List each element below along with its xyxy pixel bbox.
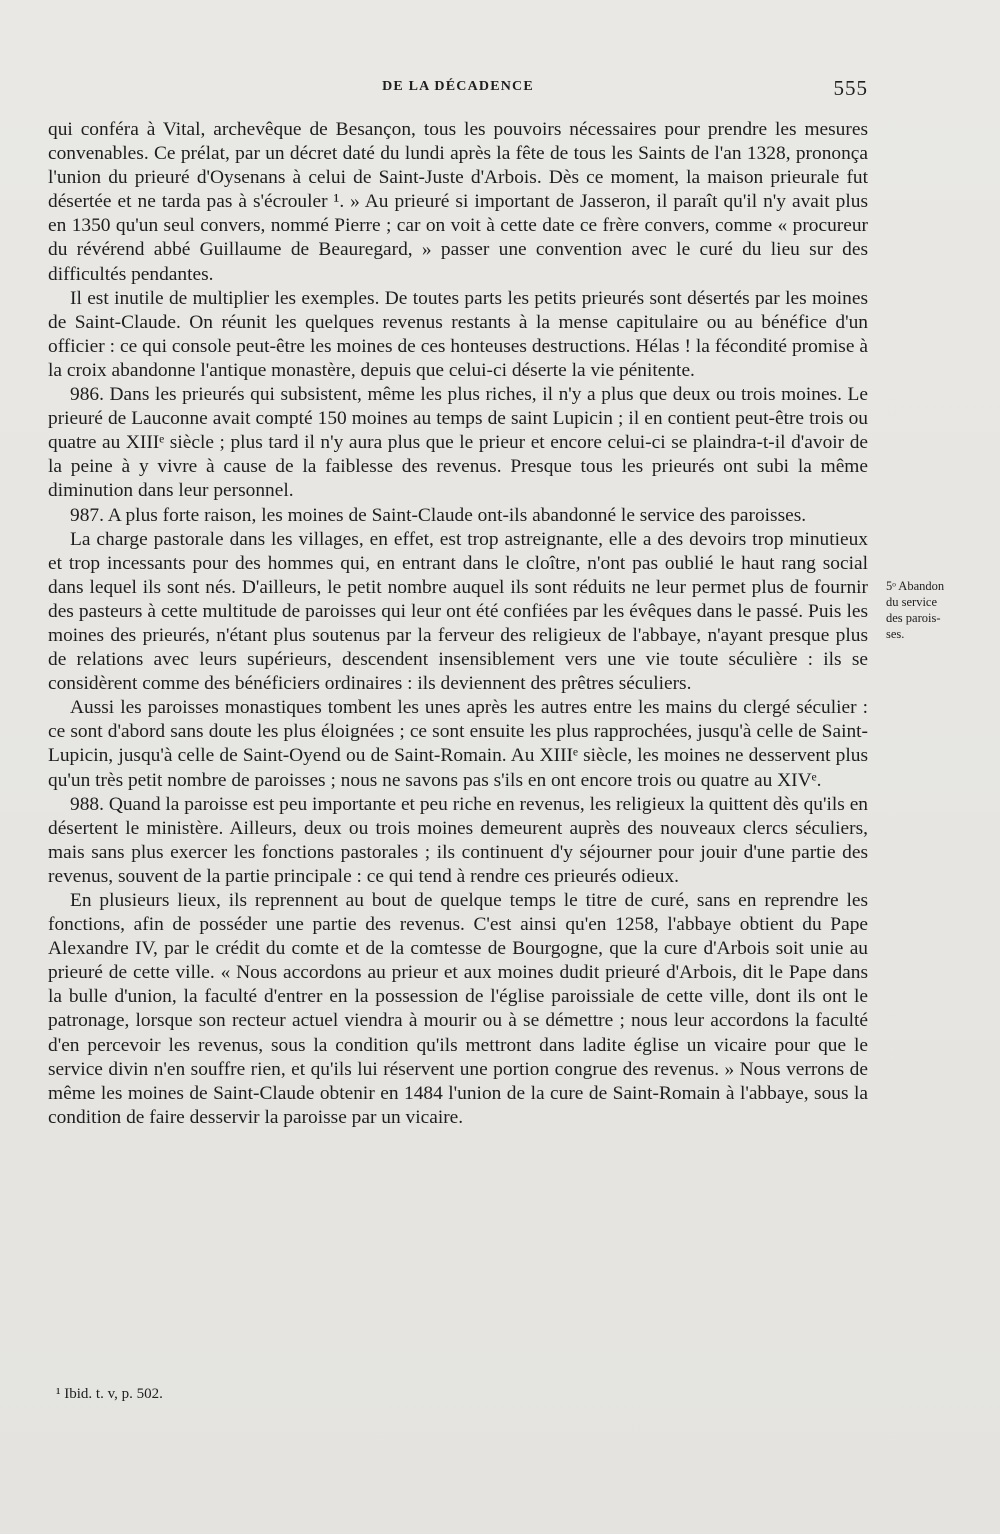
body-text: [48, 118, 868, 1130]
paragraph-986: 986. Dans les prieurés qui subsistent, même les plus riches, il n'y a plus que deux ou trois moines. Le prieuré de Lauconne avait compté 150 moines au temps de saint Lupicin ; il en contient peut-être trois ou quatre au XIIIᵉ siècle ; plus tard il n'y aura plus que le prieur et encore celui-ci se plaindra-t-il d'avoir de la peine à y vivre à cause de la faiblesse des revenus. Presque tous les prieurés ont subi la même diminution dans leur personnel.: [48, 384, 868, 502]
paragraph-pastoral-charge: La charge pastorale dans les villages, en effet, est trop astreignante, elle a des devoirs trop minutieux et trop incessants pour des hommes qui, en entrant dans le cloître, n'ont pas oublié le haut rang social dans lequel ils sont nés. D'ailleurs, le petit nombre auquel ils sont réduits ne leur permet plus de fournir des pasteurs à cette multitude de paroisses qui leur ont été confiées par les évêques dans le passé. Puis les moines des prieurés, n'étant plus soutenus par la ferveur des religieux de l'abbaye, n'ayant presque plus de relations avec leurs supérieurs, descendent insensiblement vers une vie toute séculière : ils se considèrent comme des bénéficiers ordinaires : ils deviennent des prêtres séculiers.: [48, 528, 868, 695]
paragraph-monastic-parishes: Aussi les paroisses monastiques tombent les unes après les autres entre les mains du clergé séculier : ce sont d'abord sans doute les plus éloignées ; ce sont ensuite les plus rapprochées, jusqu'à celle de Saint-Lupicin, jusqu'à celle de Saint-Oyend ou de Saint-Romain. Au XIIIᵉ siècle, les moines ne desservent plus qu'un très petit nombre de paroisses ; nous ne savons pas s'ils en ont encore trois ou quatre au XIVᵉ.: [48, 697, 868, 791]
margin-note-line: des parois-: [886, 611, 941, 625]
margin-note-line: ses.: [886, 627, 905, 641]
margin-note-line: 5ᵒ Abandon: [886, 579, 945, 593]
paragraph-987: 987. A plus forte raison, les moines de Saint-Claude ont-ils abandonné le service des paroisses.: [70, 504, 807, 526]
paragraph-arbois: En plusieurs lieux, ils reprennent au bout de quelque temps le titre de curé, sans en reprendre les fonctions, afin de posséder une partie des revenus. C'est ainsi qu'en 1258, l'abbaye obtient du Pape Alexandre IV, par le crédit du comte et de la comtesse de Bourgogne, que la cure d'Arbois soit unie au prieuré de cette ville. « Nous accordons au prieur et aux moines dudit prieuré d'Arbois, dit le Pape dans la bulle d'union, la faculté d'entrer en la possession de l'église paroissiale de cette ville, dont ils ont le patronage, lorsque son recteur actuel viendra à mourir ou à se démettre ; nous leur accordons la faculté d'en percevoir les revenus, sous la condition qu'ils mettront dans ladite église un vicaire pour que le service divin n'en souffre rien, et qu'ils lui réservent une portion congrue des revenus. » Nous verrons de même les moines de Saint-Claude obtenir en 1484 l'union de la cure de Saint-Romain à l'abbaye, sous la condition de faire desservir la paroisse par un vicaire.: [48, 890, 868, 1128]
margin-note: [886, 578, 970, 642]
paragraph-988: 988. Quand la paroisse est peu importante et peu riche en revenus, les religieux la quittent dès qu'ils en désertent le ministère. Ailleurs, deux ou trois moines demeurent auprès des nouveaux clercs séculiers, mais sans plus exercer les fonctions pastorales ; ils continuent d'y séjourner pour jouir d'une partie des revenus, souvent de la partie principale : ce qui tend à rendre ces prieurés odieux.: [48, 793, 868, 887]
margin-note-line: du service: [886, 595, 938, 609]
paragraph-continued: qui conféra à Vital, archevêque de Besançon, tous les pouvoirs nécessaires pour prendre les mesures convenables. Ce prélat, par un décret daté du lundi après la fête de tous les Saints de l'an 1328, prononça l'union du prieuré d'Oysenans à celui de Saint-Juste d'Arbois. Dès ce moment, la maison prieurale fut désertée et ne tarda pas à s'écrouler ¹. » Au prieuré si important de Jasseron, il paraît qu'il n'y avait plus en 1350 qu'un seul convers, nommé Pierre ; car on voit à cette date ce frère convers, comme « procureur du révérend abbé Guillaume de Beauregard, » passer une convention avec le curé du lieu sur des difficultés pendantes.: [48, 119, 868, 285]
page-number: 555: [833, 76, 868, 100]
paragraph-examples: Il est inutile de multiplier les exemples. De toutes parts les petits prieurés sont désertés par les moines de Saint-Claude. On réunit les quelques revenus restants à la mense capitulaire ou au bénéfice d'un officier : ce qui console peut-être les moines de ces honteuses destructions. Hélas ! la fécondité promise à la croix abandonne l'antique monastère, depuis que celui-ci déserte la vie pénitente.: [48, 287, 868, 381]
footnote: ¹ Ibid. t. v, p. 502.: [56, 1386, 163, 1402]
running-head: [48, 76, 868, 100]
running-title: DE LA DÉCADENCE: [382, 79, 534, 94]
